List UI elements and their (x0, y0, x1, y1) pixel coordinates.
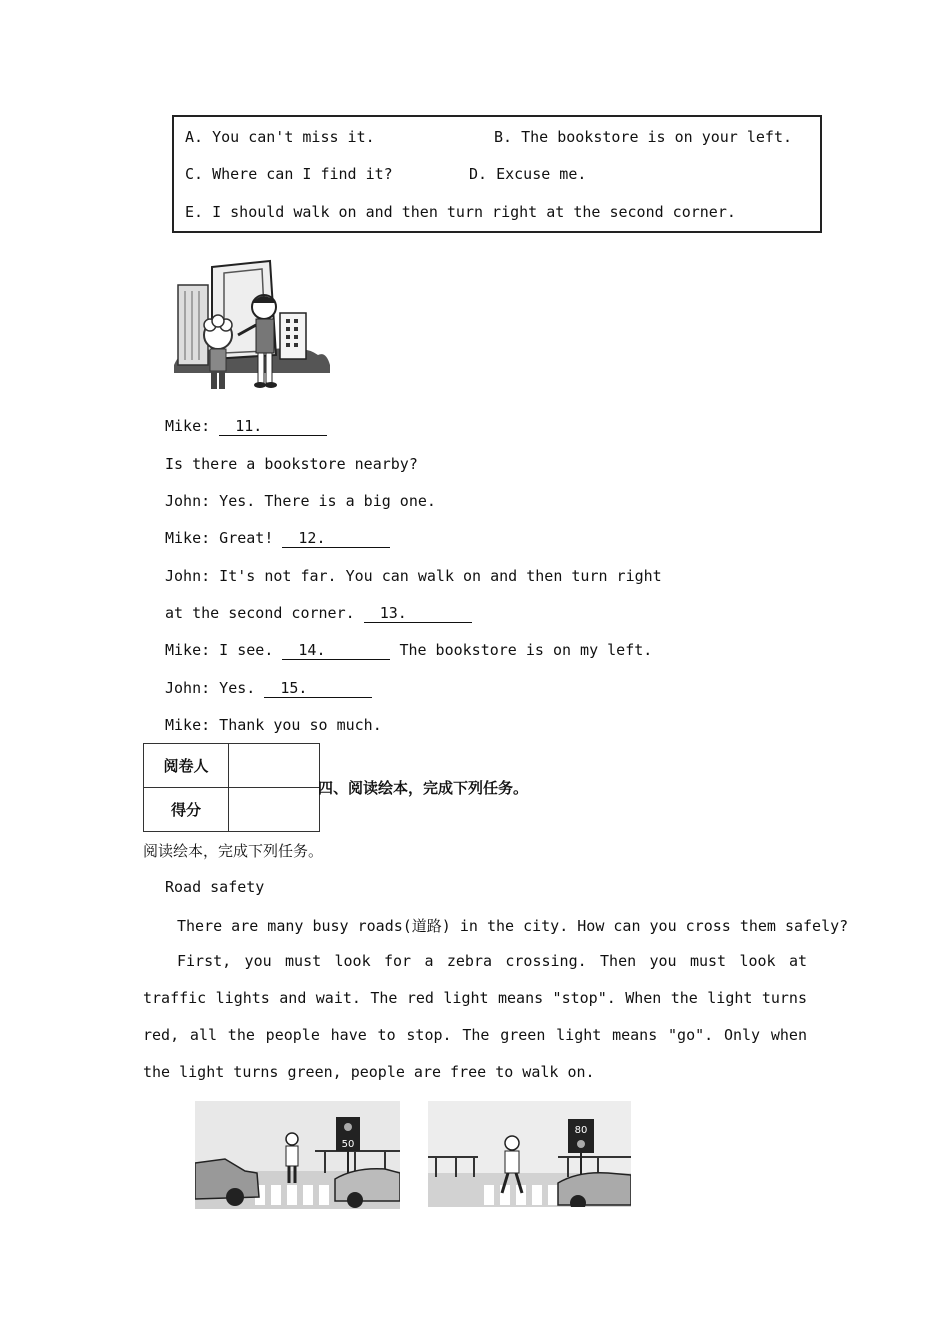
option-d: D. Excuse me. (469, 165, 587, 183)
passage-paragraph-2: First, you must look for a zebra crossing. Then you must look at traffic lights and wait. The red light means "stop". When the light turns red, all the people have to stop. The green light means "go". Only when the light turns green, people are free to walk on. (143, 952, 807, 1081)
dialogue-text: The bookstore is on my left. (399, 641, 653, 659)
dialogue-line: Is there a bookstore nearby? (165, 455, 418, 473)
score-label: 得分 (144, 788, 229, 832)
dialogue-text: John: Yes. (165, 679, 256, 697)
dialogue-line-12 (165, 529, 390, 548)
answer-blank-14[interactable]: 14. (282, 642, 390, 660)
reviewer-field[interactable] (229, 744, 320, 788)
dialogue-line: Mike: Thank you so much. (165, 716, 382, 734)
option-b: B. The bookstore is on your left. (494, 128, 793, 146)
signal-countdown: 50 (341, 1139, 355, 1150)
score-field[interactable] (229, 788, 320, 832)
option-c: C. Where can I find it? (185, 165, 393, 183)
instruction-text: 阅读绘本，完成下列任务。 (143, 842, 324, 860)
speaker-mike: Mike: (165, 417, 211, 435)
dialogue-line-14 (165, 641, 652, 660)
answer-blank-13[interactable]: 13. (364, 605, 472, 623)
option-a: A. You can't miss it. (185, 128, 375, 146)
option-e: E. I should walk on and then turn right at the second corner. (185, 203, 736, 221)
section-heading: 四、阅读绘本，完成下列任务。 (318, 779, 529, 797)
passage-title: Road safety (165, 878, 265, 896)
reviewer-label: 阅卷人 (144, 744, 229, 788)
dialogue-line-13 (165, 604, 472, 623)
street-picture-red-light (195, 1101, 400, 1209)
answer-blank-12[interactable]: 12. (282, 530, 390, 548)
dialogue-line: John: It's not far. You can walk on and then turn right (165, 567, 662, 585)
passage-paragraph-1: There are many busy roads(道路) in the city. How can you cross them safely? (177, 917, 849, 935)
options-box (172, 115, 822, 233)
grading-table (143, 743, 320, 832)
answer-blank-11[interactable]: 11. (219, 418, 327, 436)
signal-countdown: 80 (574, 1125, 588, 1136)
dialogue-text: Mike: I see. (165, 641, 274, 659)
dialogue-line-11 (165, 417, 327, 436)
dialogue-text: at the second corner. (165, 604, 355, 622)
dialogue-text: Mike: Great! (165, 529, 274, 547)
dialogue-line-15 (165, 679, 372, 698)
dialogue-line: John: Yes. There is a big one. (165, 492, 436, 510)
street-picture-green-light (428, 1101, 631, 1207)
kids-illustration (172, 255, 332, 397)
answer-blank-15[interactable]: 15. (264, 680, 372, 698)
